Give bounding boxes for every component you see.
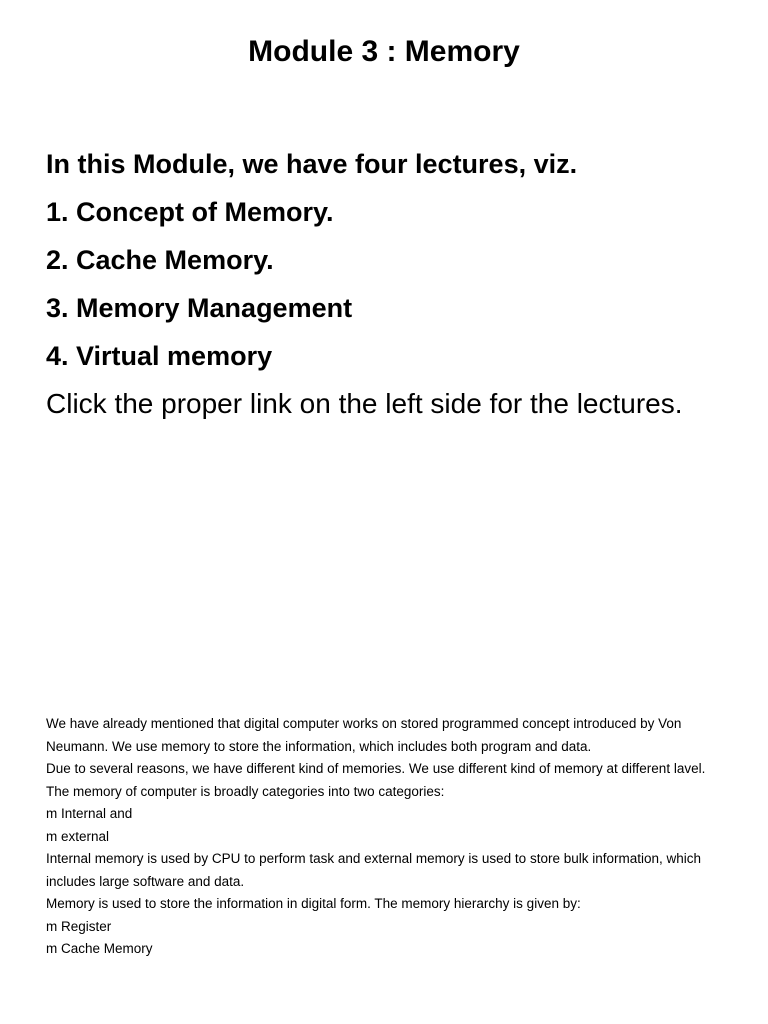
lecture-item-1: 1. Concept of Memory. [46, 197, 334, 227]
notes-list [46, 714, 736, 962]
intro-text: In this Module, we have four lectures, viz. [46, 149, 578, 179]
note-line: Memory is used to store the information in digital form. The memory hierarchy is given by: [46, 896, 581, 911]
page-title: Module 3 : Memory [248, 35, 520, 68]
note-line: m Register [46, 918, 112, 934]
note-line: m Cache Memory [46, 941, 153, 956]
lecture-item-3: 3. Memory Management [46, 293, 353, 323]
note-line: m Internal and [46, 806, 133, 821]
lecture-item-2: 2. Cache Memory. [46, 245, 274, 275]
note-line: Neumann. We use memory to store the information, which includes both program and data. [46, 738, 592, 754]
lecture-list [46, 140, 746, 424]
lecture-item-4: 4. Virtual memory [46, 341, 273, 371]
note-line: Due to several reasons, we have different kind of memories. We use different kind of memory at different lavel. [46, 761, 706, 776]
note-line: includes large software and data. [46, 873, 245, 889]
note-line: The memory of computer is broadly categories into two categories: [46, 783, 445, 799]
note-line: We have already mentioned that digital computer works on stored programmed concept introduced by Von [46, 716, 682, 731]
note-line: m external [46, 828, 110, 844]
note-line: Internal memory is used by CPU to perform task and external memory is used to store bulk information, which [46, 851, 702, 866]
instruction-text: Click the proper link on the left side for the lectures. [46, 388, 683, 419]
